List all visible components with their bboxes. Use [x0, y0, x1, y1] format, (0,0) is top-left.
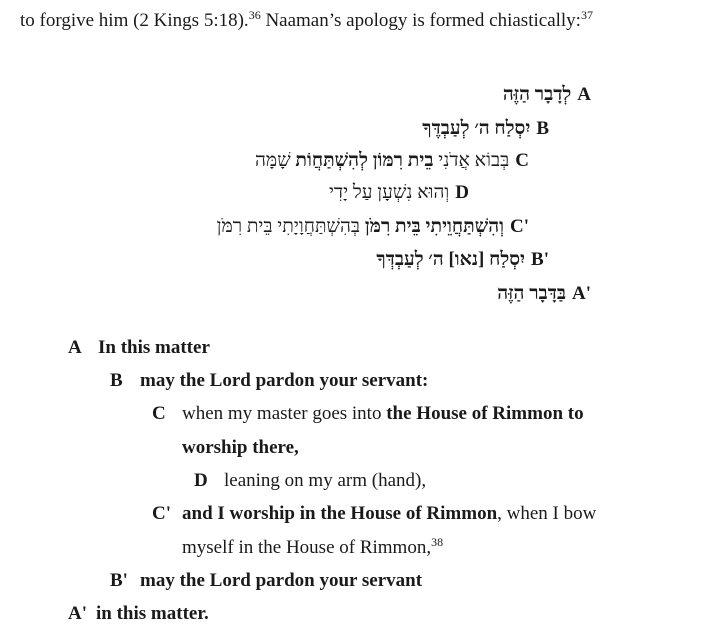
english-text: may the Lord pardon your servant:: [140, 370, 429, 391]
hebrew-row-a-prime: [497, 281, 591, 307]
hebrew-row-d: [329, 180, 469, 206]
english-row-a-prime: [68, 602, 209, 626]
hebrew-text-bold: בֵית רִמּוֹן לְהִשְׁתַּחֲוֹת: [295, 150, 434, 171]
hebrew-row-b-prime: [376, 247, 549, 273]
intro-text-2: Naaman’s apology is formed chiastically:: [260, 10, 581, 31]
hebrew-text-plain: שָׁמָּה: [255, 150, 296, 171]
hebrew-row-a: [503, 82, 591, 108]
english-text-bold: and I worship in the House of Rimmon: [182, 503, 498, 524]
hebrew-label: A': [572, 283, 591, 304]
english-label: A: [68, 337, 82, 358]
hebrew-row-b: [422, 116, 549, 142]
hebrew-label: B': [531, 249, 549, 270]
english-label: C: [152, 403, 166, 424]
english-label: B: [110, 370, 123, 391]
hebrew-text: לְדָבָר הַזֶּה: [502, 84, 572, 105]
english-row-b: [110, 369, 428, 393]
hebrew-label: A: [577, 84, 591, 105]
english-text: leaning on my arm (hand),: [224, 470, 427, 491]
hebrew-row-c: [255, 148, 529, 174]
english-row-b-prime: [110, 569, 422, 593]
english-row-c-prime: [152, 502, 596, 526]
english-label: D: [194, 470, 208, 491]
english-row-c-cont: [182, 436, 299, 460]
english-text: when my master goes into: [182, 403, 387, 424]
english-text: In this matter: [98, 337, 210, 358]
english-row-c: [152, 402, 584, 426]
english-text: worship there,: [182, 437, 299, 458]
hebrew-text-bold: וְהִשְׁתַּחֲוֵיתִי בֵּית רִמֹּן: [364, 216, 504, 237]
hebrew-text: בַּדָּבָר הַזֶּה: [497, 283, 566, 304]
hebrew-row-c-prime: [217, 214, 529, 240]
footnote-36: 36: [248, 8, 261, 22]
hebrew-text-plain: בְּהִשְׁתַּחֲוָיָתִי בֵּית רִמֹּן: [216, 216, 365, 237]
hebrew-label: C: [515, 150, 529, 171]
footnote-38: 38: [431, 535, 444, 549]
english-label: B': [110, 570, 128, 591]
hebrew-label: B: [536, 118, 549, 139]
english-row-d: [194, 469, 426, 493]
hebrew-text: [217, 216, 504, 237]
hebrew-text: וְהוּא נִשְׁעָן עַל יָדִי: [328, 182, 450, 203]
intro-text: to forgive him (2 Kings 5:18).: [20, 10, 249, 31]
english-text-bold: the House of Rimmon to: [386, 403, 584, 424]
english-text: , when I bow: [497, 503, 597, 524]
hebrew-text: יִסְלַח [נאו] ה׳ לְעַבְדְּךָ: [376, 249, 526, 270]
english-text: may the Lord pardon your servant: [140, 570, 423, 591]
hebrew-text: יִסְלַח ה׳ לְעַבְדֶּךָ: [422, 118, 531, 139]
english-text: in this matter.: [96, 603, 209, 624]
hebrew-label: D: [455, 182, 469, 203]
hebrew-text: [255, 150, 509, 171]
english-label: A': [68, 603, 87, 624]
intro-line: [20, 9, 593, 33]
english-row-a: [68, 336, 210, 360]
hebrew-label: C': [510, 216, 529, 237]
english-row-c-prime-cont: [182, 536, 443, 560]
footnote-37: 37: [580, 8, 593, 22]
english-label: C': [152, 503, 171, 524]
hebrew-text-pre: בְּבוֹא אֲדֹנִי: [433, 150, 510, 171]
english-text: myself in the House of Rimmon,: [182, 537, 432, 558]
